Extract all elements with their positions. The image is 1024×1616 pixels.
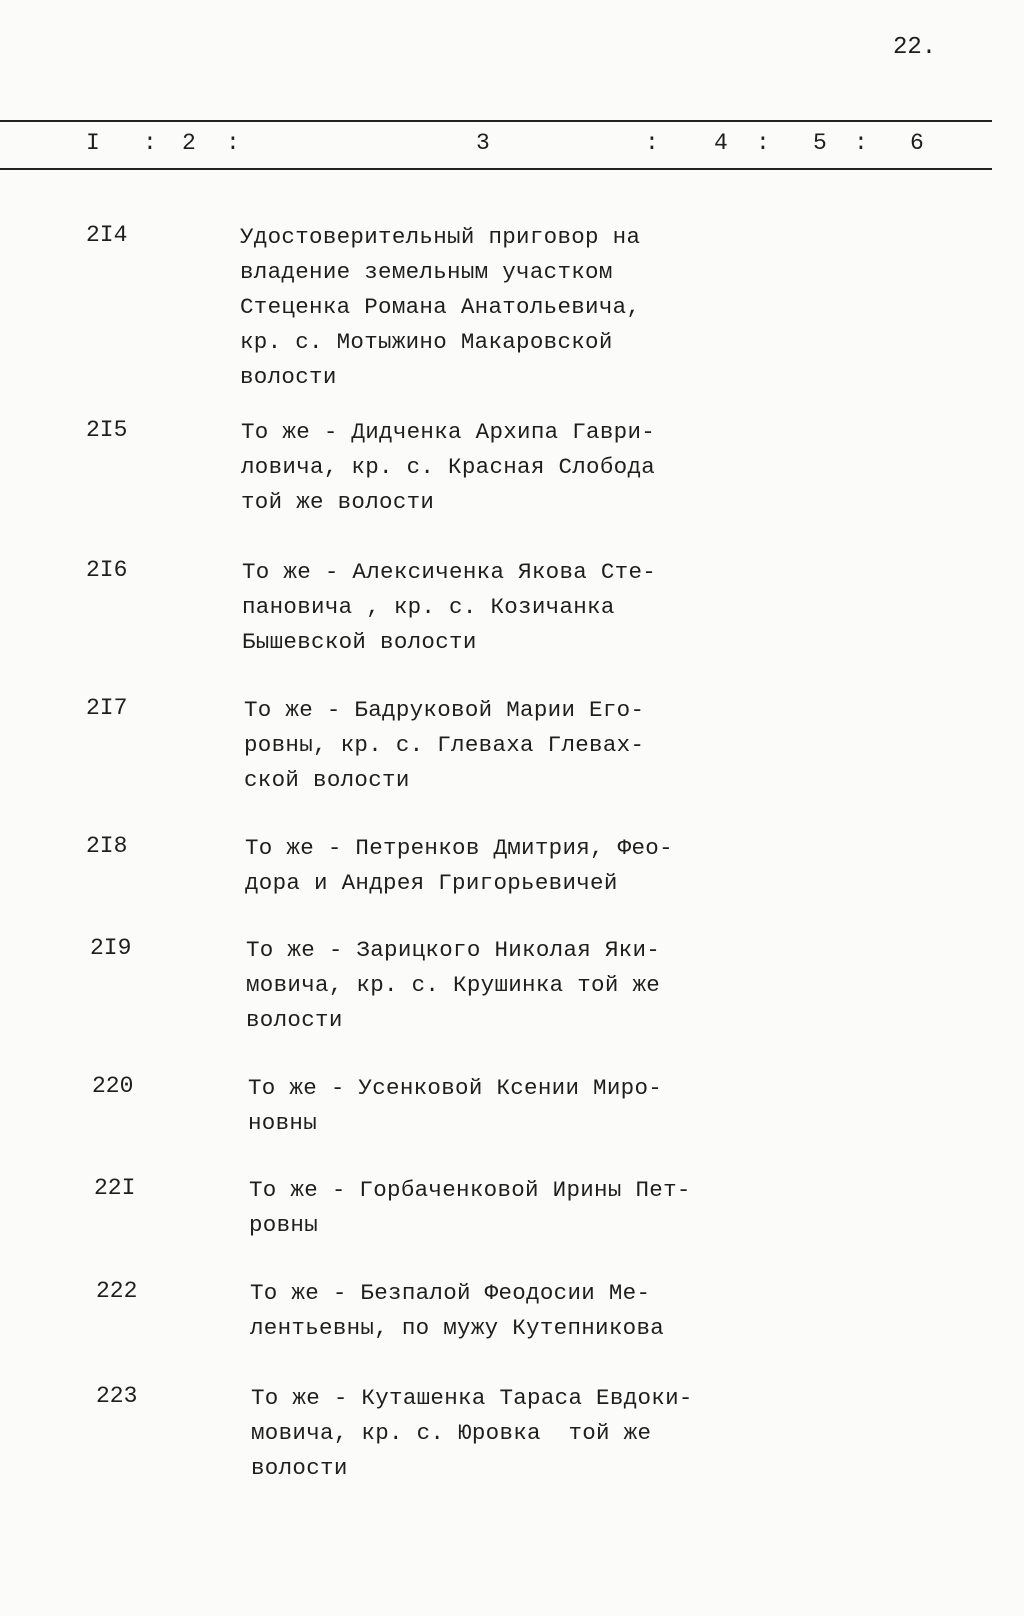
entry-number: 2I9 [90, 935, 132, 961]
entry-line: ровны [249, 1212, 319, 1238]
entry-description [248, 1071, 662, 1141]
entry-description [246, 933, 660, 1038]
column-separator: : [143, 130, 157, 156]
entry-description [242, 555, 656, 660]
entry-line: То же - Бадруковой Марии Его- [244, 697, 645, 723]
entry-line: волости [251, 1455, 348, 1481]
entry-line: То же - Петренков Дмитрия, Фео- [245, 835, 673, 861]
entry-line: ской волости [244, 767, 410, 793]
entry-line: То же - Горбаченковой Ирины Пет- [249, 1177, 691, 1203]
entry-line: владение земельным участком [240, 259, 613, 285]
entry-line: ловича, кр. с. Красная Слобода [241, 454, 656, 480]
entry-line: То же - Усенковой Ксении Миро- [248, 1075, 663, 1101]
entry-line: ровны, кр. с. Глеваха Глевах- [244, 732, 645, 758]
column-separator: : [226, 130, 240, 156]
entry-line: пановича , кр. с. Козичанка [242, 594, 615, 620]
entry-number: 2I4 [86, 222, 128, 248]
entry-line: волости [240, 364, 337, 390]
entry-number: 222 [96, 1278, 138, 1304]
page-number: 22. [893, 34, 937, 61]
entry-line: То же - Куташенка Тараса Евдоки- [251, 1385, 693, 1411]
entry-line: Удостоверительный приговор на [240, 224, 641, 250]
entry-number: 2I5 [86, 417, 128, 443]
entry-line: той же волости [241, 489, 435, 515]
column-separator: : [854, 130, 868, 156]
entry-line: То же - Безпалой Феодосии Ме- [250, 1280, 651, 1306]
entry-line: Бышевской волости [242, 629, 477, 655]
entry-line: То же - Зарицкого Николая Яки- [246, 937, 661, 963]
entry-description [245, 831, 673, 901]
entry-number: 223 [96, 1383, 138, 1409]
column-1-header: I [86, 130, 100, 156]
entry-line: мовича, кр. с. Юровка той же [251, 1420, 652, 1446]
column-separator: : [756, 130, 770, 156]
entry-line: То же - Дидченка Архипа Гаври- [241, 419, 656, 445]
entry-number: 2I6 [86, 557, 128, 583]
entry-description [244, 693, 644, 798]
column-2-header: 2 [182, 130, 196, 156]
entry-description [250, 1276, 664, 1346]
entry-line: лентьевны, по мужу Кутепникова [250, 1315, 665, 1341]
column-5-header: 5 [813, 130, 827, 156]
entry-description [240, 220, 640, 395]
column-6-header: 6 [910, 130, 924, 156]
column-separator: : [645, 130, 659, 156]
entry-number: 2I7 [86, 695, 128, 721]
column-3-header: 3 [476, 130, 490, 156]
entry-description [251, 1381, 693, 1486]
entry-line: волости [246, 1007, 343, 1033]
column-4-header: 4 [714, 130, 728, 156]
entry-line: кр. с. Мотыжино Макаровской [240, 329, 613, 355]
entry-line: мовича, кр. с. Крушинка той же [246, 972, 661, 998]
entry-number: 220 [92, 1073, 134, 1099]
entry-line: Стеценка Романа Анатольевича, [240, 294, 641, 320]
entry-line: То же - Алексиченка Якова Сте- [242, 559, 657, 585]
entry-number: 2I8 [86, 833, 128, 859]
header-bottom-rule [0, 168, 992, 170]
header-top-rule [0, 120, 992, 122]
entry-line: новны [248, 1110, 318, 1136]
entry-description [249, 1173, 691, 1243]
entry-description [241, 415, 655, 520]
entry-number: 22I [94, 1175, 136, 1201]
entry-line: дора и Андрея Григорьевичей [245, 870, 618, 896]
